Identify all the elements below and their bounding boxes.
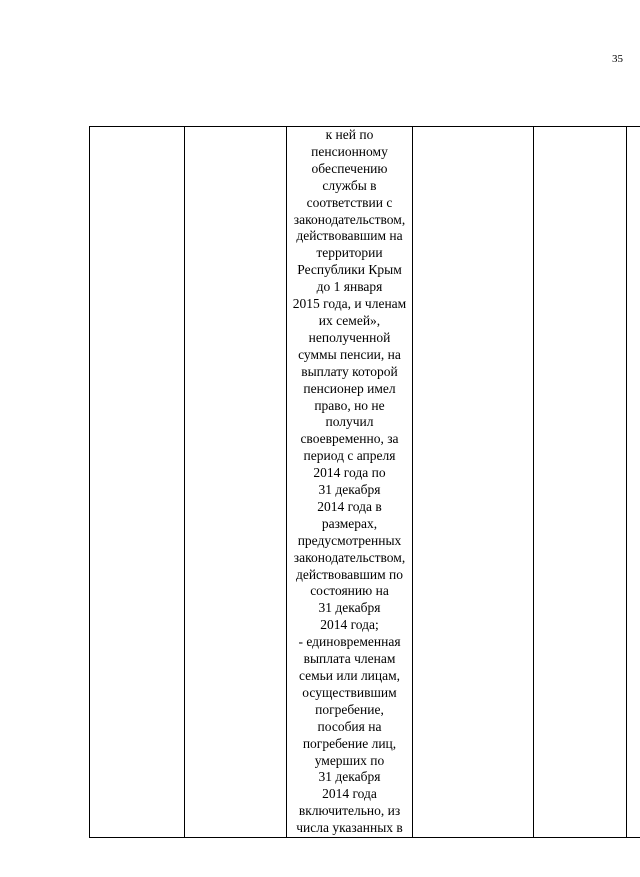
- cell-text-line: семьи или лицам,: [298, 668, 401, 683]
- cell-text-line: к ней по: [325, 127, 374, 142]
- cell-text-line: пособия на: [317, 718, 382, 734]
- cell-text-line: территории: [316, 245, 383, 261]
- cell-text-line: своевременно, за: [300, 431, 399, 447]
- cell-text-line: Республики Крым: [297, 262, 402, 278]
- cell-text-line: пенсионер имел: [303, 380, 396, 396]
- cell-text-line: действовавшим по: [295, 566, 404, 582]
- cell-text-line: неполученной: [308, 329, 391, 345]
- cell-text-line: 31 декабря: [318, 600, 381, 616]
- table-row: [90, 127, 640, 838]
- table-cell-6: [627, 127, 640, 838]
- cell-text-line: получил: [325, 414, 374, 430]
- cell-text-line: умерших по: [314, 752, 385, 768]
- cell-text-line: состоянию на: [310, 583, 389, 599]
- cell-text-line: погребение,: [315, 701, 384, 717]
- cell-text-line: 2014 года: [322, 786, 377, 802]
- cell-text-line: 2014 года в: [317, 498, 382, 514]
- cell-text-line: 2015 года, и членам: [292, 296, 407, 312]
- cell-text-line: суммы пенсии, на: [298, 346, 401, 362]
- cell-text-line: числа указанных в: [296, 820, 403, 836]
- cell-text-line: 2014 года по: [313, 465, 386, 481]
- cell-text-line: 31 декабря: [318, 769, 381, 785]
- cell-text-line: погребение лиц,: [302, 735, 397, 751]
- cell-text-line: осуществившим: [302, 684, 397, 700]
- cell-text-line: действовавшим на: [296, 228, 403, 244]
- cell-text-line: их семей»,: [318, 312, 381, 328]
- cell-text-line: 2014 года;: [320, 617, 379, 633]
- cell-text-line: период с апреля: [303, 448, 396, 464]
- cell-text-line: соответствии с: [306, 194, 393, 210]
- cell-text-line: службы в: [322, 177, 377, 193]
- cell-text-line: - единовременная: [298, 634, 401, 650]
- cell-text-line: обеспечению: [311, 160, 388, 176]
- cell-text-line: выплату которой: [301, 363, 398, 379]
- document-table: [89, 126, 640, 838]
- cell-text-line: до 1 января: [316, 279, 383, 295]
- cell-text-line: право, но не: [314, 397, 385, 413]
- page-number: 35: [612, 53, 623, 65]
- cell-text-line: пенсионному: [311, 143, 388, 159]
- cell-text-line: размерах,: [321, 515, 378, 531]
- cell-text-line: предусмотренных: [297, 532, 402, 548]
- table-cell-3: [287, 127, 413, 838]
- table-cell-5: [534, 127, 627, 838]
- cell-text-line: законодательством,: [293, 211, 406, 227]
- cell-text-line: 31 декабря: [318, 482, 381, 498]
- cell-text-line: выплата членам: [303, 651, 396, 667]
- cell-text-line: законодательством,: [293, 549, 406, 565]
- cell-text-line: включительно, из: [298, 803, 401, 819]
- table-cell-4: [413, 127, 534, 838]
- table-cell-1: [90, 127, 185, 838]
- table-cell-2: [185, 127, 287, 838]
